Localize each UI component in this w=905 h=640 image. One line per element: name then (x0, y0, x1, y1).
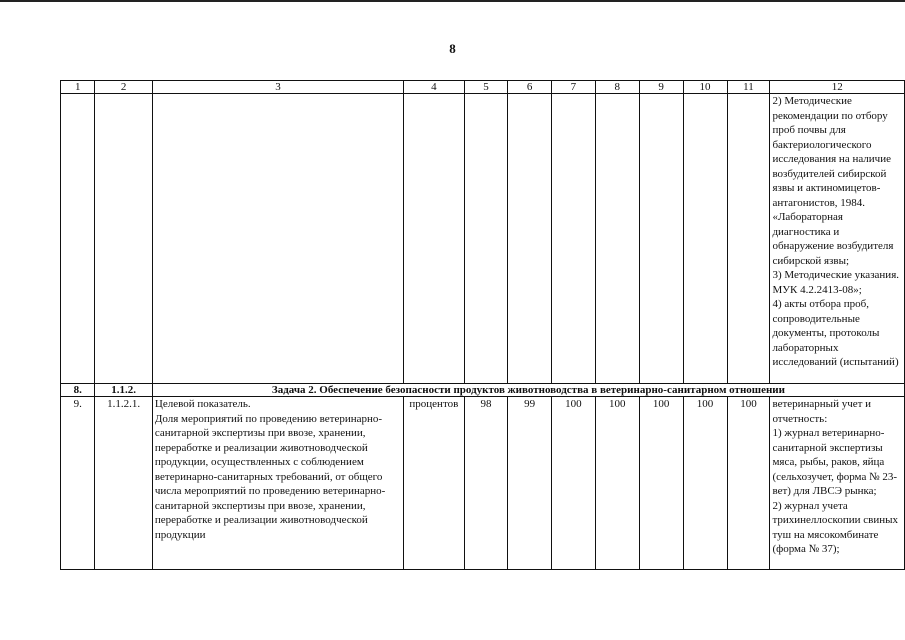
column-number: 10 (683, 81, 727, 94)
task-title: Задача 2. Обеспечение безопасности продуктов животноводства в ветеринарно-санитарном отношении (152, 384, 904, 397)
source-documents-cell: 2) Методические рекомендации по отбору проб почвы для бактериологического исследования на наличие возбудителей сибирской язвы и актиномицетов-антагонистов, 1984. «Лабораторная диагностика и обнаружение возбудителя сибирской язвы; 3) Методические указания. МУК 4.2.2413-08»; 4) акты отбора проб, сопроводительные документы, протоколы лабораторных исследований (испытаний) (770, 94, 905, 384)
column-numbers-row (61, 81, 905, 94)
column-number: 11 (727, 81, 770, 94)
row-code: 1.1.2. (95, 384, 153, 397)
column-number: 1 (61, 81, 95, 94)
value-cell: 100 (595, 397, 639, 570)
value-cell: 99 (508, 397, 552, 570)
empty-cell (639, 94, 683, 384)
indicator-name: Целевой показатель. Доля мероприятий по проведению ветеринарно-санитарной экспертизы при ввозе, хранении, переработке и реализации животноводческой продукции, осуществленных с соблюдением ветеринарно-санитарных требований, от общего числа мероприятий по проведению ветеринарно-санитарной экспертизы при ввозе, хранении, переработке и реализации животноводческой продукции (152, 397, 403, 570)
empty-cell (683, 94, 727, 384)
column-number: 6 (508, 81, 552, 94)
empty-cell (95, 94, 153, 384)
empty-cell (595, 94, 639, 384)
source-documents-cell: ветеринарный учет и отчетность: 1) журнал ветеринарно-санитарной экспертизы мяса, рыбы, раков, яйца (сельхозучет, форма № 23-вет) для ЛВСЭ рынка; 2) журнал учета трихинеллоскопии свиных туш на мясокомбинате (форма № 37); (770, 397, 905, 570)
value-cell: 100 (551, 397, 595, 570)
empty-cell (404, 94, 465, 384)
task-row (61, 384, 905, 397)
row-number: 8. (61, 384, 95, 397)
top-border-rule (0, 0, 905, 2)
column-number: 8 (595, 81, 639, 94)
page-number: 8 (449, 41, 456, 56)
row-code: 1.1.2.1. (95, 397, 153, 570)
row-number: 9. (61, 397, 95, 570)
column-number: 9 (639, 81, 683, 94)
column-number: 5 (464, 81, 508, 94)
unit-cell: процентов (404, 397, 465, 570)
indicators-table (60, 80, 905, 570)
column-number: 7 (551, 81, 595, 94)
empty-cell (464, 94, 508, 384)
value-cell: 100 (683, 397, 727, 570)
column-number: 12 (770, 81, 905, 94)
column-number: 3 (152, 81, 403, 94)
empty-cell (152, 94, 403, 384)
empty-cell (508, 94, 552, 384)
value-cell: 98 (464, 397, 508, 570)
empty-cell (61, 94, 95, 384)
empty-cell (727, 94, 770, 384)
continuation-row (61, 94, 905, 384)
value-cell: 100 (639, 397, 683, 570)
empty-cell (551, 94, 595, 384)
column-number: 2 (95, 81, 153, 94)
column-number: 4 (404, 81, 465, 94)
value-cell: 100 (727, 397, 770, 570)
indicator-row (61, 397, 905, 570)
